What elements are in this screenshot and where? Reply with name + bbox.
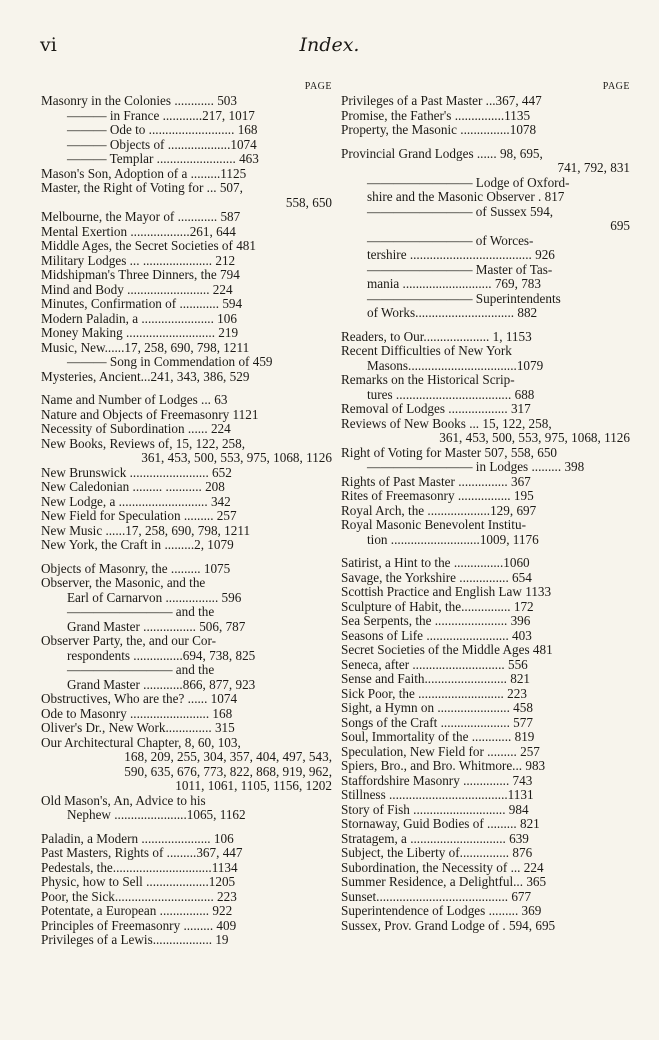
- index-entry: Property, the Masonic ...............1078: [341, 122, 537, 137]
- page-column-label: PAGE: [602, 81, 630, 92]
- index-entry: Sight, a Hymn on ...................... 458: [341, 700, 533, 715]
- index-entry: Privileges of a Lewis.................. 19: [41, 932, 229, 947]
- index-entry: Subject, the Liberty of............... 876: [341, 845, 533, 860]
- index-entry: New Lodge, a ........................... 342: [41, 493, 231, 509]
- index-entry: ———————— and the: [67, 662, 215, 677]
- index-entry: New Brunswick ........................ 652: [41, 464, 232, 480]
- index-entry: ——— Objects of ...................1074: [67, 136, 257, 152]
- index-entry: Ode to Masonry ........................ 168: [41, 705, 233, 721]
- index-entry: Speculation, New Field for ......... 257: [341, 743, 540, 759]
- index-entry: Pedestals, the..............................1134: [41, 859, 238, 875]
- index-entry: 558, 650: [285, 194, 332, 210]
- index-entry: Sussex, Prov. Grand Lodge of . 594, 695: [341, 917, 556, 933]
- index-entry: Removal of Lodges .................. 317: [341, 401, 531, 416]
- index-entry: mania ........................... 769, 783: [367, 276, 541, 291]
- index-entry: Military Lodges ... ..................... 212: [41, 252, 236, 268]
- index-entry: shire and the Masonic Observer . 817: [367, 189, 565, 204]
- page-header: [40, 34, 619, 62]
- index-entry: Potentate, a European ............... 922: [41, 903, 233, 918]
- index-entry: 695: [610, 218, 630, 233]
- index-entry: Privileges of a Past Master ...367, 447: [341, 93, 542, 108]
- index-entry: Poor, the Sick.............................. 223: [41, 888, 237, 904]
- index-entry: Grand Master ............866, 877, 923: [67, 676, 256, 692]
- index-entry: Money Making ........................... 219: [41, 325, 239, 340]
- index-entry: Obstructives, Who are the? ...... 1074: [41, 691, 238, 706]
- index-entry: Past Masters, Rights of .........367, 447: [41, 845, 243, 860]
- index-entry: Mental Exertion ..................261, 644: [41, 223, 236, 239]
- index-entry: Savage, the Yorkshire ............... 654: [341, 569, 532, 585]
- index-entry: Satirist, a Hint to the ...............1060: [341, 555, 530, 570]
- index-entry: of Works.............................. 882: [367, 305, 538, 320]
- index-entry: Mind and Body ......................... 224: [41, 281, 233, 297]
- index-entry: Sunset........................................ 677: [341, 888, 532, 904]
- index-entry: Midshipman's Three Dinners, the 794: [41, 267, 240, 282]
- index-entry: Observer, the Masonic, and the: [41, 575, 206, 590]
- index-entry: ———————— Master of Tas-: [367, 261, 553, 277]
- index-entry: Physic, how to Sell ...................1205: [41, 874, 236, 889]
- index-entries-right: [341, 94, 630, 933]
- index-entry: ——— Ode to .......................... 168: [67, 122, 258, 137]
- index-entry: ———————— of Sussex 594,: [367, 203, 554, 219]
- index-entry: 361, 453, 500, 553, 975, 1068, 1126: [141, 450, 332, 465]
- index-entry: Grand Master ................ 506, 787: [67, 618, 246, 634]
- index-entry: respondents ...............694, 738, 825: [67, 647, 256, 663]
- index-entry: tion ...........................1009, 1176: [367, 531, 539, 547]
- page-number: vi: [40, 34, 57, 56]
- index-entry: 590, 635, 676, 773, 822, 868, 919, 962,: [124, 763, 332, 779]
- index-entry: New York, the Craft in .........2, 1079: [41, 537, 234, 552]
- index-entry: Masonry in the Colonies ............ 503: [41, 93, 237, 108]
- index-entry: New Books, Reviews of, 15, 122, 258,: [41, 435, 246, 451]
- index-entry: tures ................................... 688: [367, 386, 535, 402]
- index-entry: 741, 792, 831: [557, 160, 630, 175]
- index-entry: Royal Arch, the ...................129, 697: [341, 502, 537, 518]
- index-entry: Recent Difficulties of New York: [341, 343, 512, 358]
- index-entry: Sea Serpents, the ...................... 396: [341, 613, 531, 628]
- index-entry: Songs of the Craft ..................... 577: [341, 714, 533, 730]
- index-entry: Name and Number of Lodges ... 63: [41, 392, 228, 407]
- page-column-label: PAGE: [304, 81, 332, 92]
- index-entry: Spiers, Bro., and Bro. Whitmore... 983: [341, 758, 546, 773]
- index-entry: Necessity of Subordination ...... 224: [41, 421, 231, 436]
- index-column-left: [41, 80, 332, 948]
- index-entry: ———————— of Worces-: [367, 232, 534, 248]
- index-entry: ———————— and the: [67, 604, 215, 619]
- index-entry: Sick Poor, the .......................... 223: [341, 685, 527, 701]
- index-entry: New Field for Speculation ......... 257: [41, 508, 237, 523]
- index-entry: Mysteries, Ancient...241, 343, 386, 529: [41, 368, 250, 384]
- index-entry: Stornaway, Guid Bodies of ......... 821: [341, 816, 540, 831]
- index-entry: ———————— Lodge of Oxford-: [367, 174, 570, 190]
- index-entry: ——— Templar ........................ 463: [67, 151, 259, 166]
- index-entry: Nature and Objects of Freemasonry 1121: [41, 406, 259, 422]
- index-entry: Reviews of New Books ... 15, 122, 258,: [341, 415, 552, 431]
- index-entry: ———————— in Lodges ......... 398: [367, 459, 585, 474]
- index-entry: Masons.................................1079: [367, 357, 544, 373]
- index-entry: Master, the Right of Voting for ... 507,: [41, 180, 243, 195]
- index-entry: New Music ......17, 258, 690, 798, 1211: [41, 522, 251, 538]
- index-entry: Old Mason's, An, Advice to his: [41, 792, 206, 808]
- index-entry: 361, 453, 500, 553, 975, 1068, 1126: [439, 430, 630, 445]
- index-entry: Subordination, the Necessity of ... 224: [341, 859, 544, 875]
- index-entry: New Caledonian ......... ........... 208: [41, 479, 225, 494]
- index-entry: Objects of Masonry, the ......... 1075: [41, 560, 231, 576]
- index-entry: Superintendence of Lodges ......... 369: [341, 903, 542, 918]
- index-entry: Melbourne, the Mayor of ............ 587: [41, 209, 241, 224]
- index-entry: Readers, to Our.................... 1, 1153: [341, 328, 532, 344]
- index-entry: Observer Party, the, and our Cor-: [41, 633, 217, 648]
- index-entry: 168, 209, 255, 304, 357, 404, 497, 543,: [124, 749, 332, 764]
- index-entry: Story of Fish ............................ 984: [341, 801, 529, 817]
- index-entry: Rites of Freemasonry ................ 195: [341, 488, 534, 503]
- index-entry: Royal Masonic Benevolent Institu-: [341, 517, 526, 532]
- index-entry: Oliver's Dr., New Work.............. 315: [41, 720, 235, 735]
- index-entry: Promise, the Father's ...............1135: [341, 107, 531, 123]
- index-entry: ——— in France ............217, 1017: [67, 107, 255, 123]
- index-entry: Secret Societies of the Middle Ages 481: [341, 642, 553, 657]
- index-entry: Rights of Past Master ............... 367: [341, 473, 531, 489]
- index-entry: Right of Voting for Master 507, 558, 650: [341, 444, 558, 460]
- index-entry: Principles of Freemasonry ......... 409: [41, 917, 237, 933]
- index-entry: Earl of Carnarvon ................ 596: [67, 589, 242, 605]
- index-entry: Nephew ......................1065, 1162: [67, 807, 246, 822]
- index-entry: Our Architectural Chapter, 8, 60, 103,: [41, 734, 241, 750]
- index-entry: ———————— Superintendents: [367, 290, 561, 306]
- index-entry: Paladin, a Modern ..................... 106: [41, 830, 234, 846]
- index-entry: Modern Paladin, a ...................... 106: [41, 310, 237, 326]
- index-entry: tershire ..................................... 926: [367, 247, 555, 262]
- index-entry: Music, New......17, 258, 690, 798, 1211: [41, 339, 250, 355]
- index-entry: Seneca, after ............................ 556: [341, 656, 528, 672]
- running-title: Index.: [299, 34, 360, 56]
- index-entry: Sculpture of Habit, the............... 172: [341, 598, 534, 614]
- index-column-right: [341, 80, 630, 933]
- index-entry: Provincial Grand Lodges ...... 98, 695,: [341, 145, 543, 161]
- index-entry: 1011, 1061, 1105, 1156, 1202: [175, 778, 332, 793]
- index-entry: Seasons of Life ......................... 403: [341, 627, 532, 643]
- index-entry: Minutes, Confirmation of ............ 594: [41, 296, 243, 311]
- index-entry: Sense and Faith......................... 821: [341, 671, 531, 686]
- index-entry: Soul, Immortality of the ............ 819: [341, 729, 535, 744]
- index-entry: Scottish Practice and English Law 1133: [341, 584, 552, 599]
- index-entry: Stratagem, a ............................. 639: [341, 830, 529, 846]
- index-entry: Staffordshire Masonry .............. 743: [341, 772, 533, 788]
- index-entry: Stillness ....................................1131: [341, 787, 534, 802]
- index-entry: Remarks on the Historical Scrip-: [341, 372, 515, 387]
- index-entry: Mason's Son, Adoption of a .........1125: [41, 165, 247, 181]
- index-entry: Summer Residence, a Delightful... 365: [341, 874, 547, 889]
- index-entry: Middle Ages, the Secret Societies of 481: [41, 238, 256, 253]
- index-entries-left: [41, 94, 332, 948]
- index-entry: ——— Song in Commendation of 459: [67, 354, 273, 369]
